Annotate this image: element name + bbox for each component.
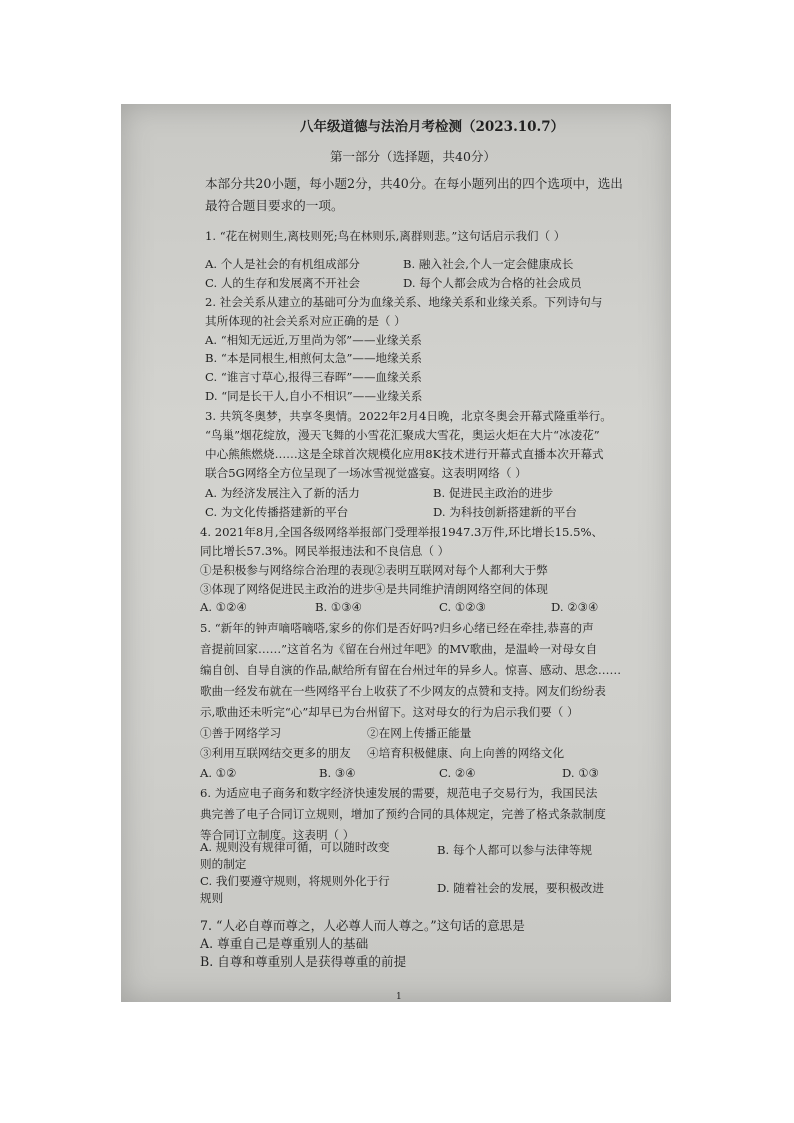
- q7-option-b: B. 自尊和尊重别人是获得尊重的前提: [200, 954, 407, 969]
- q3-option-d: D. 为科技创新搭建新的平台: [433, 505, 577, 519]
- q6-option-d: D. 随着社会的发展，要积极改进: [437, 881, 604, 895]
- q3-option-a: A. 为经济发展注入了新的活力: [205, 486, 360, 500]
- q5-stem-line-1: 5. “新年的钟声嘀嗒嘀嗒,家乡的你们是否好吗?归乡心绪已经在牵挂,恭喜的声: [200, 621, 594, 635]
- q1-option-d: D. 每个人都会成为合格的社会成员: [403, 276, 582, 290]
- q6-stem-line-3: 等合同订立制度。这表明（ ）: [200, 828, 355, 842]
- instructions-line-1: 本部分共20小题，每小题2分，共40分。在每小题列出的四个选项中，选出: [205, 176, 623, 191]
- exam-title: 八年级道德与法治月考检测（2023.10.7）: [300, 119, 565, 135]
- section-heading: 第一部分（选择题，共40分）: [330, 149, 496, 164]
- q6-option-c-line-2: 规则: [200, 891, 224, 905]
- q5-stem-line-5: 示,歌曲还未听完“心”却早已为台州留下。这对母女的行为启示我们要（ ）: [200, 705, 579, 719]
- q1-stem: 1. “花在树则生,离枝则死;鸟在林则乐,离群则悲。”这句话启示我们（ ）: [205, 229, 566, 243]
- q2-option-a: A. “相知无远近,万里尚为邻”——业缘关系: [205, 333, 422, 347]
- q1-option-b: B. 融入社会,个人一定会健康成长: [403, 257, 574, 271]
- q4-option-a: A. ①②④: [200, 600, 247, 614]
- instructions-line-2: 最符合题目要求的一项。: [205, 198, 344, 213]
- q5-stem-line-3: 编自创、自导自演的作品,献给所有留在台州过年的异乡人。惊喜、感动、思念……: [200, 663, 622, 677]
- q4-option-c: C. ①②③: [439, 600, 487, 614]
- q3-stem-line-3: 中心熊熊燃烧……这是全球首次规模化应用8K技术进行开幕式直播本次开幕式: [205, 447, 604, 461]
- q1-option-c: C. 人的生存和发展离不开社会: [205, 276, 360, 290]
- q4-stem-line-1: 4. 2021年8月,全国各级网络举报部门受理举报1947.3万件,环比增长15.5%、: [200, 525, 604, 539]
- q6-option-a-line-2: 则的制定: [200, 857, 247, 871]
- q5-option-d: D. ①③: [562, 766, 600, 780]
- q2-option-c: C. “谁言寸草心,报得三春晖”——血缘关系: [205, 370, 422, 384]
- q4-option-b: B. ①③④: [315, 600, 363, 614]
- q4-statement-1: ①是积极参与网络综合治理的表现②表明互联网对每个人都利大于弊: [200, 563, 548, 577]
- q3-option-c: C. 为文化传播搭建新的平台: [205, 505, 349, 519]
- q5-option-a: A. ①②: [200, 766, 237, 780]
- q5-option-c: C. ②④: [439, 766, 476, 780]
- q4-stem-line-2: 同比增长57.3%。网民举报违法和不良信息（ ）: [200, 544, 450, 558]
- q5-stem-line-2: 音提前回家……”这首名为《留在台州过年吧》的MV歌曲，是温岭一对母女自: [200, 642, 598, 656]
- q5-statement-2: ②在网上传播正能量: [367, 726, 472, 740]
- q5-statement-3: ③利用互联网结交更多的朋友: [200, 746, 351, 760]
- q7-option-a: A. 尊重自己是尊重别人的基础: [200, 936, 369, 951]
- q4-option-d: D. ②③④: [551, 600, 599, 614]
- q6-option-b: B. 每个人都可以参与法律等规: [437, 843, 593, 857]
- q2-option-d: D. “同是长干人,自小不相识”——业缘关系: [205, 389, 423, 403]
- q7-stem: 7. “人必自尊而尊之，人必尊人而人尊之。”这句话的意思是: [200, 918, 525, 933]
- q5-statement-4: ④培育积极健康、向上向善的网络文化: [367, 746, 565, 760]
- q1-option-a: A. 个人是社会的有机组成部分: [205, 257, 360, 271]
- page-number: 1: [396, 992, 402, 1002]
- q5-stem-line-4: 歌曲一经发布就在一些网络平台上收获了不少网友的点赞和支持。网友们纷纷表: [200, 684, 606, 698]
- q5-option-b: B. ③④: [319, 766, 356, 780]
- exam-paper-photo: [121, 104, 671, 1002]
- q6-option-a-line-1: A. 规则没有规律可循，可以随时改变: [200, 840, 390, 854]
- q4-statement-2: ③体现了网络促进民主政治的进步④是共同维护清朗网络空间的体现: [200, 582, 548, 596]
- q3-stem-line-2: “鸟巢”烟花绽放，漫天飞舞的小雪花汇聚成大雪花，奥运火炬在大片“冰凌花”: [205, 428, 600, 442]
- q3-stem-line-1: 3. 共筑冬奥梦，共享冬奥情。2022年2月4日晚，北京冬奥会开幕式隆重举行。: [205, 409, 612, 423]
- q6-stem-line-2: 典完善了电子合同订立规则，增加了预约合同的具体规定，完善了格式条款制度: [200, 807, 606, 821]
- q3-stem-line-4: 联合5G网络全方位呈现了一场冰雪视觉盛宴。这表明网络（ ）: [205, 466, 527, 480]
- q3-option-b: B. 促进民主政治的进步: [433, 486, 554, 500]
- q6-option-c-line-1: C. 我们要遵守规则，将规则外化于行: [200, 874, 390, 888]
- q2-stem-line-1: 2. 社会关系从建立的基础可分为血缘关系、地缘关系和业缘关系。下列诗句与: [205, 295, 603, 309]
- q6-stem-line-1: 6. 为适应电子商务和数字经济快速发展的需要，规范电子交易行为，我国民法: [200, 786, 598, 800]
- q2-option-b: B. “本是同根生,相煎何太急”——地缘关系: [205, 351, 422, 365]
- q2-stem-line-2: 其所体现的社会关系对应正确的是（ ）: [205, 314, 406, 328]
- q5-statement-1: ①善于网络学习: [200, 726, 282, 740]
